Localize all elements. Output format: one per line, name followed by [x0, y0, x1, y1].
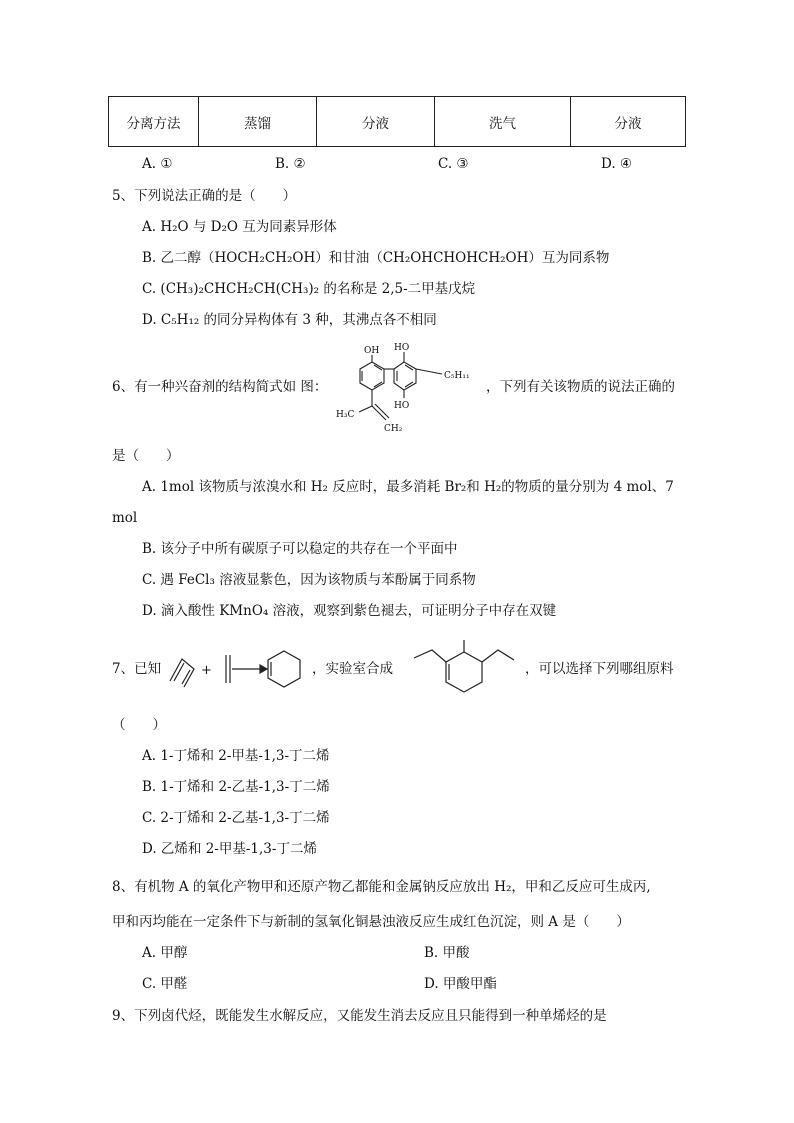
- q4-option-c: C. ③: [438, 156, 469, 172]
- q5-option-a: A. H₂O 与 D₂O 互为同素异形体: [142, 219, 337, 235]
- plus-sign: +: [201, 663, 212, 678]
- q7-stem-cont: （ ）: [112, 717, 166, 733]
- q7-option-a: A. 1-丁烯和 2-甲基-1,3-丁二烯: [142, 748, 330, 764]
- q7-stem-mid: ，实验室合成: [312, 661, 393, 677]
- q5-option-c: C. (CH₃)₂CHCH₂CH(CH₃)₂ 的名称是 2,5-二甲基戊烷: [142, 281, 476, 297]
- methyl-label: H₃C: [336, 410, 355, 420]
- q7-option-d: D. 乙烯和 2-甲基-1,3-丁二烯: [142, 841, 317, 857]
- q6-option-c: C. 遇 FeCl₃ 溶液显紫色，因为该物质与苯酚属于同系物: [142, 572, 476, 588]
- q6-option-b: B. 该分子中所有碳原子可以稳定的共存在一个平面中: [142, 541, 458, 557]
- q6-option-a-cont: mol: [112, 510, 138, 526]
- q5-option-d: D. C₅H₁₂ 的同分异构体有 3 种，其沸点各不相同: [142, 312, 437, 328]
- q8-option-c: C. 甲醛: [142, 976, 188, 992]
- q8-stem-line2: 甲和丙均能在一定条件下与新制的氢氧化铜悬浊液反应生成红色沉淀，则 A 是（ ）: [112, 914, 630, 930]
- ho-label-bottom: HO: [394, 401, 410, 411]
- q5-option-b: B. 乙二醇（HOCH₂CH₂OH）和甘油（CH₂OHCHOHCH₂OH）互为同系物: [142, 250, 610, 266]
- q6-stem-cont: 是（ ）: [112, 448, 180, 464]
- oh-label: OH: [364, 346, 380, 356]
- separation-table: [108, 96, 686, 147]
- q4-option-b: B. ②: [275, 156, 306, 172]
- q7-option-c: C. 2-丁烯和 2-乙基-1,3-丁二烯: [142, 810, 330, 826]
- table-cell: 分离方法: [109, 97, 199, 147]
- ho-label-top: HO: [394, 343, 410, 353]
- table-cell: 分液: [571, 97, 686, 147]
- q7-option-b: B. 1-丁烯和 2-乙基-1,3-丁二烯: [142, 779, 330, 795]
- q5-stem: 5、下列说法正确的是（ ）: [112, 188, 297, 204]
- stimulant-structure-diagram: [332, 338, 482, 438]
- q4-option-d: D. ④: [601, 156, 633, 172]
- table-cell: 蒸馏: [199, 97, 317, 147]
- pentyl-label: C₅H₁₁: [444, 371, 470, 381]
- methylene-label: CH₂: [384, 424, 403, 434]
- q7-stem-post: ，可以选择下列哪组原料: [525, 661, 674, 677]
- q8-option-a: A. 甲醇: [142, 945, 188, 961]
- q8-option-b: B. 甲酸: [424, 945, 470, 961]
- q6-stem-pre: 6、有一种兴奋剂的结构简式如 图：: [112, 379, 328, 395]
- table-cell: 洗气: [435, 97, 571, 147]
- q8-option-d: D. 甲酸甲酯: [424, 976, 497, 992]
- q9-stem: 9、下列卤代烃，既能发生水解反应，又能发生消去反应且只能得到一种单烯烃的是: [112, 1008, 607, 1024]
- q6-option-d: D. 滴入酸性 KMnO₄ 溶液，观察到紫色褪去，可证明分子中存在双键: [142, 603, 557, 619]
- q4-option-a: A. ①: [142, 156, 173, 172]
- q6-option-a: A. 1mol 该物质与浓溴水和 H₂ 反应时，最多消耗 Br₂和 H₂的物质的量分别为 4 mol、7: [142, 479, 674, 495]
- q7-stem-pre: 7、已知: [112, 661, 162, 677]
- target-molecule-diagram: [408, 638, 528, 698]
- table-cell: 分液: [317, 97, 435, 147]
- q6-stem-post: ，下列有关该物质的说法正确的: [486, 379, 675, 395]
- table-row: [109, 97, 686, 147]
- q8-stem-line1: 8、有机物 A 的氧化产物甲和还原产物乙都能和金属钠反应放出 H₂，甲和乙反应可生成丙,: [112, 879, 651, 895]
- diels-alder-reaction-diagram: [166, 643, 312, 699]
